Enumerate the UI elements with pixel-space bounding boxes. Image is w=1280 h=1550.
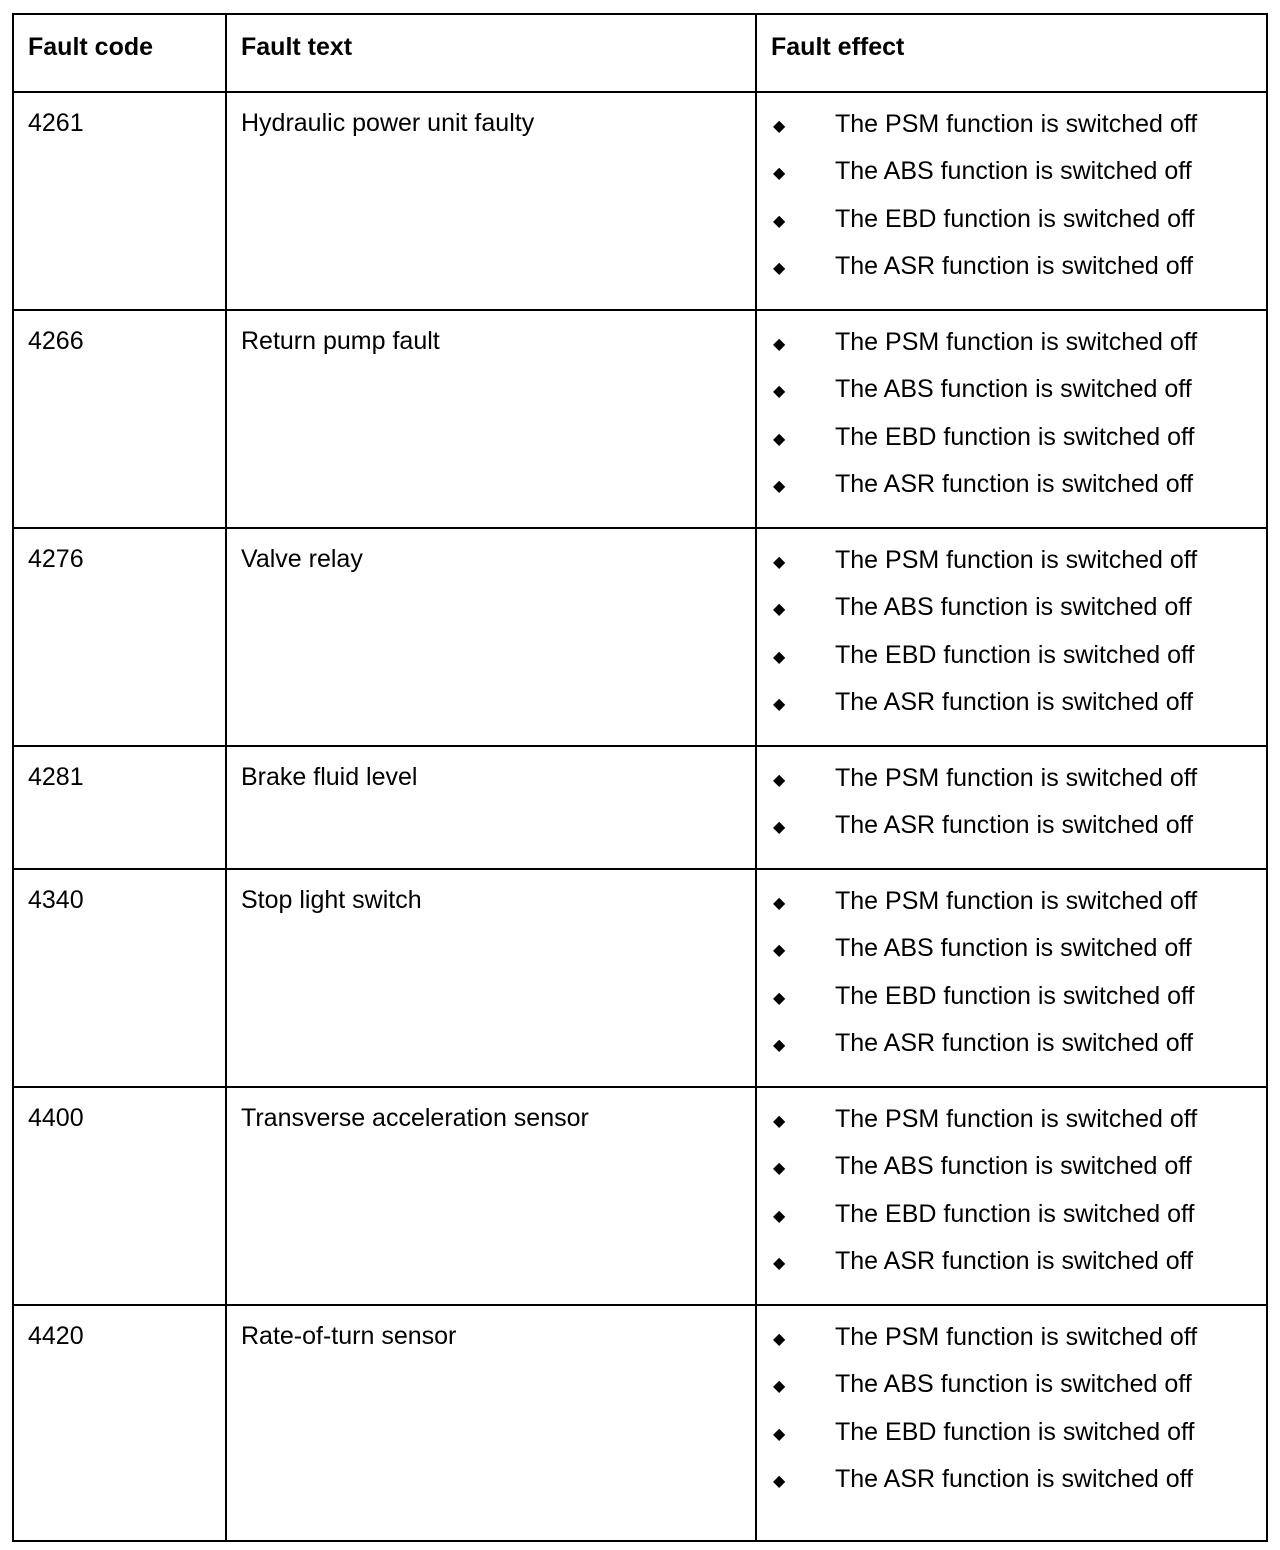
diamond-bullet-icon: ◆	[773, 430, 786, 448]
diamond-bullet-icon: ◆	[773, 554, 786, 571]
effect-item	[771, 469, 1266, 516]
fault-effect-cell	[756, 1087, 1267, 1305]
fault-code-cell: 4276	[13, 528, 226, 746]
diamond-bullet-icon: ◆	[773, 772, 786, 789]
effect-item	[771, 1369, 1266, 1416]
effect-item	[771, 1246, 1266, 1293]
header-fault-code: Fault code	[13, 14, 226, 92]
effect-text: The ASR function is switched off	[835, 469, 1194, 498]
table-row	[13, 869, 1267, 1087]
diamond-bullet-icon: ◆	[773, 1113, 786, 1130]
effect-text: The PSM function is switched off	[835, 1323, 1198, 1351]
diamond-bullet-icon: ◆	[773, 1036, 786, 1054]
effect-text: The ABS function is switched off	[835, 593, 1192, 622]
fault-effect-cell	[756, 310, 1267, 528]
effect-text: The ASR function is switched off	[835, 687, 1194, 716]
effect-item	[771, 763, 1266, 810]
effect-text: The EBD function is switched off	[835, 204, 1195, 233]
effect-text: The PSM function is switched off	[835, 110, 1198, 138]
fault-text-cell: Stop light switch	[226, 869, 756, 1087]
table-row	[13, 746, 1267, 869]
effect-text: The ABS function is switched off	[835, 157, 1192, 186]
effect-text: The PSM function is switched off	[835, 764, 1198, 792]
effect-text: The ASR function is switched off	[835, 811, 1194, 840]
effect-text: The ASR function is switched off	[835, 1246, 1194, 1275]
diamond-bullet-icon: ◆	[773, 212, 786, 230]
effect-item	[771, 1322, 1266, 1369]
effect-text: The EBD function is switched off	[835, 1199, 1195, 1228]
diamond-bullet-icon: ◆	[773, 477, 786, 495]
effect-item	[771, 251, 1266, 298]
effect-text: The ABS function is switched off	[835, 1370, 1192, 1399]
diamond-bullet-icon: ◆	[773, 989, 786, 1007]
effect-list	[771, 545, 1266, 734]
fault-code-cell: 4340	[13, 869, 226, 1087]
effect-text: The EBD function is switched off	[835, 1417, 1195, 1446]
fault-code-cell: 4266	[13, 310, 226, 528]
effect-text: The PSM function is switched off	[835, 328, 1198, 356]
effect-text: The ABS function is switched off	[835, 934, 1192, 963]
effect-item	[771, 109, 1266, 156]
diamond-bullet-icon: ◆	[773, 1207, 786, 1225]
diamond-bullet-icon: ◆	[773, 1160, 786, 1178]
effect-item	[771, 327, 1266, 374]
effect-item	[771, 592, 1266, 639]
diamond-bullet-icon: ◆	[773, 336, 786, 353]
effect-item	[771, 204, 1266, 251]
diamond-bullet-icon: ◆	[773, 165, 786, 183]
effect-text: The EBD function is switched off	[835, 640, 1195, 669]
diamond-bullet-icon: ◆	[773, 1254, 786, 1272]
effect-text: The EBD function is switched off	[835, 422, 1195, 451]
effect-text: The PSM function is switched off	[835, 887, 1198, 915]
header-fault-text: Fault text	[226, 14, 756, 92]
effect-item	[771, 687, 1266, 734]
table-row	[13, 1087, 1267, 1305]
effect-item	[771, 1151, 1266, 1198]
diamond-bullet-icon: ◆	[773, 1378, 786, 1396]
effect-item	[771, 1417, 1266, 1464]
effect-item	[771, 422, 1266, 469]
table-row	[13, 310, 1267, 528]
effect-list	[771, 886, 1266, 1075]
effect-text: The ABS function is switched off	[835, 1152, 1192, 1181]
effect-text: The ASR function is switched off	[835, 251, 1194, 280]
diamond-bullet-icon: ◆	[773, 819, 786, 837]
table-row	[13, 528, 1267, 746]
effect-list	[771, 1322, 1266, 1511]
fault-code-cell: 4261	[13, 92, 226, 310]
fault-code-table	[12, 13, 1268, 1542]
fault-effect-cell	[756, 1305, 1267, 1541]
fault-effect-cell	[756, 92, 1267, 310]
fault-text-cell: Hydraulic power unit faulty	[226, 92, 756, 310]
diamond-bullet-icon: ◆	[773, 259, 786, 277]
header-fault-effect: Fault effect	[756, 14, 1267, 92]
fault-text-cell: Return pump fault	[226, 310, 756, 528]
effect-item	[771, 981, 1266, 1028]
effect-item	[771, 933, 1266, 980]
effect-text: The PSM function is switched off	[835, 1105, 1198, 1133]
fault-text-cell: Rate-of-turn sensor	[226, 1305, 756, 1541]
effect-item	[771, 1464, 1266, 1511]
fault-effect-cell	[756, 746, 1267, 869]
fault-text-cell: Transverse acceleration sensor	[226, 1087, 756, 1305]
diamond-bullet-icon: ◆	[773, 383, 786, 401]
fault-effect-cell	[756, 528, 1267, 746]
diamond-bullet-icon: ◆	[773, 1425, 786, 1443]
effect-text: The ASR function is switched off	[835, 1464, 1194, 1493]
table-row	[13, 92, 1267, 310]
diamond-bullet-icon: ◆	[773, 695, 786, 713]
diamond-bullet-icon: ◆	[773, 895, 786, 912]
effect-item	[771, 1028, 1266, 1075]
effect-item	[771, 545, 1266, 592]
diamond-bullet-icon: ◆	[773, 601, 786, 619]
diamond-bullet-icon: ◆	[773, 118, 786, 135]
effect-item	[771, 640, 1266, 687]
effect-text: The ASR function is switched off	[835, 1028, 1194, 1057]
effect-text: The ABS function is switched off	[835, 375, 1192, 404]
fault-code-cell: 4420	[13, 1305, 226, 1541]
diamond-bullet-icon: ◆	[773, 648, 786, 666]
diamond-bullet-icon: ◆	[773, 1472, 786, 1490]
effect-item	[771, 1104, 1266, 1151]
effect-list	[771, 1104, 1266, 1293]
diamond-bullet-icon: ◆	[773, 1331, 786, 1348]
effect-list	[771, 327, 1266, 516]
effect-text: The EBD function is switched off	[835, 981, 1195, 1010]
table-row	[13, 1305, 1267, 1541]
effect-item	[771, 810, 1266, 857]
fault-code-cell: 4400	[13, 1087, 226, 1305]
fault-text-cell: Brake fluid level	[226, 746, 756, 869]
table-header-row	[13, 14, 1267, 92]
effect-text: The PSM function is switched off	[835, 546, 1198, 574]
effect-list	[771, 763, 1266, 858]
effect-item	[771, 156, 1266, 203]
effect-item	[771, 886, 1266, 933]
effect-list	[771, 109, 1266, 298]
fault-code-cell: 4281	[13, 746, 226, 869]
effect-item	[771, 1199, 1266, 1246]
diamond-bullet-icon: ◆	[773, 942, 786, 960]
fault-text-cell: Valve relay	[226, 528, 756, 746]
fault-effect-cell	[756, 869, 1267, 1087]
effect-item	[771, 374, 1266, 421]
